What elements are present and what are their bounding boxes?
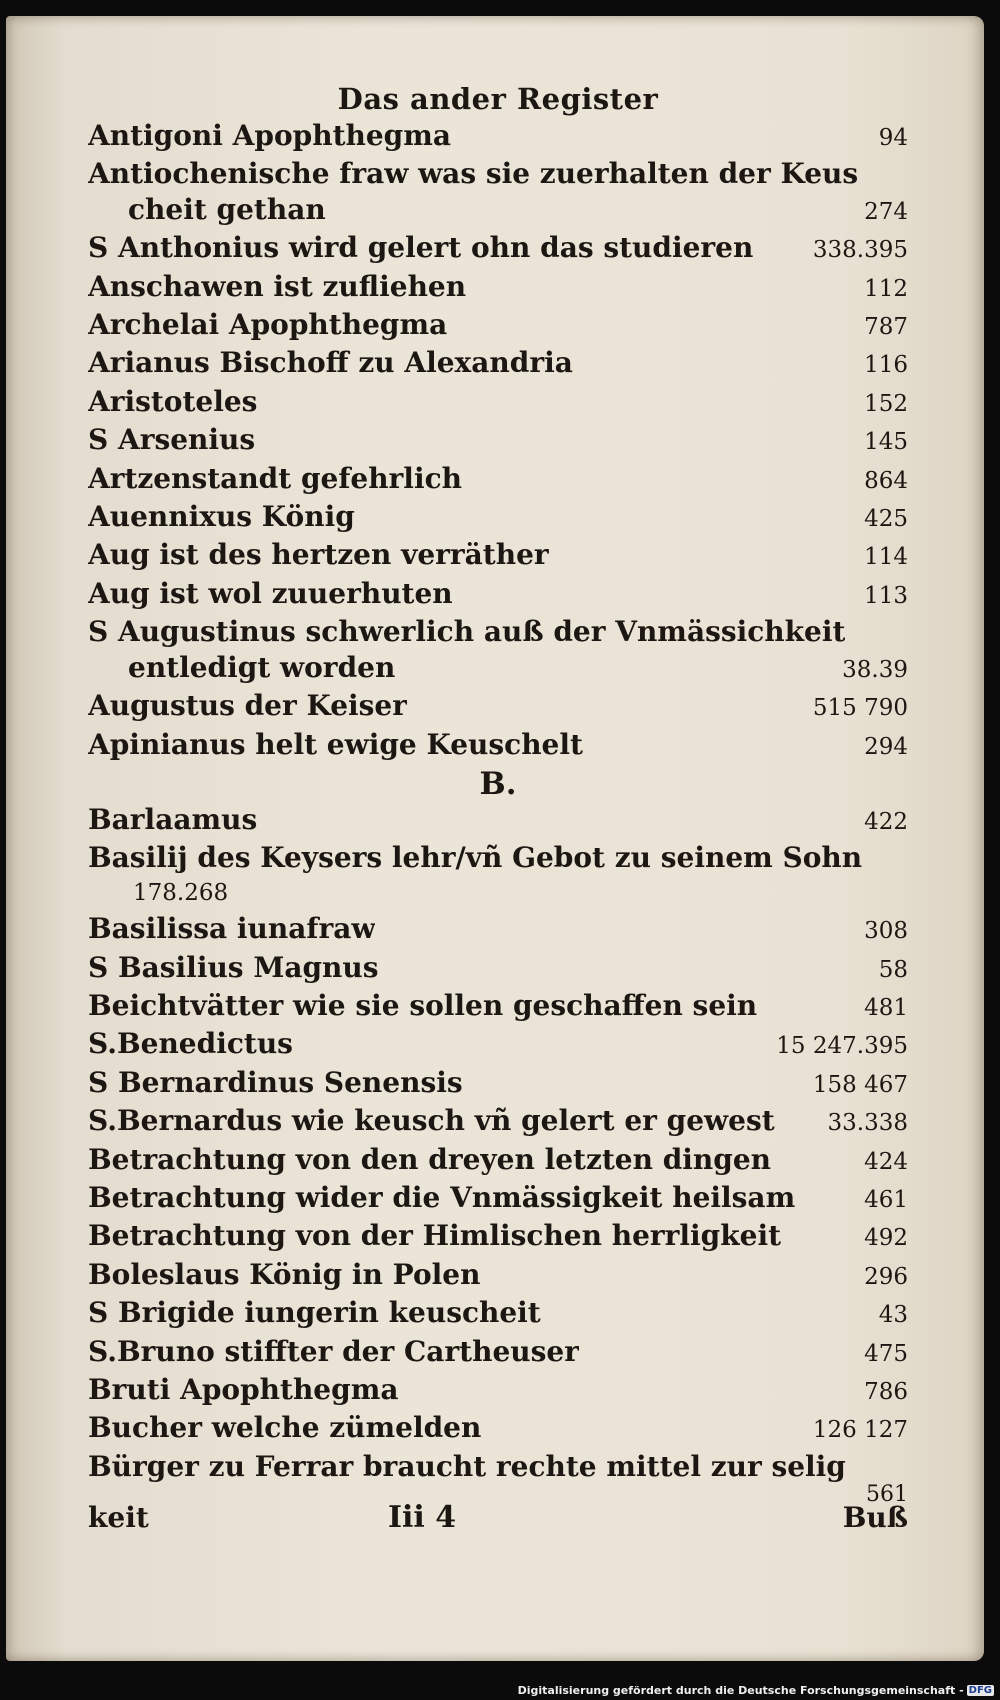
entry-text: S Augustinus schwerlich auß der Vnmässichkeit xyxy=(88,615,846,649)
entry-page: 425 xyxy=(864,506,908,533)
entry-text: Betrachtung von den dreyen letzten dingen xyxy=(88,1142,772,1176)
entry-text: Auennixus König xyxy=(88,500,355,534)
entry-text: Anschawen ist zufliehen xyxy=(88,269,467,303)
register-entry xyxy=(88,156,908,191)
entry-text: Boleslaus König in Polen xyxy=(88,1257,481,1291)
register-entry xyxy=(88,499,908,537)
entry-page: 38.39 xyxy=(842,656,908,683)
entry-page: 116 xyxy=(864,352,908,379)
entry-page: 481 xyxy=(864,994,908,1021)
entry-text: Betrachtung wider die Vnmässigkeit heilsam xyxy=(88,1180,796,1214)
entry-text: Barlaamus xyxy=(88,802,258,836)
book-page xyxy=(6,16,984,1661)
footer-page-ref: 561 xyxy=(866,1482,908,1508)
entry-text: Augustus der Keiser xyxy=(88,689,407,723)
dfg-logo-icon: DFG xyxy=(968,1685,992,1696)
entry-text: S Brigide iungerin keuscheit xyxy=(88,1296,541,1330)
register-entry xyxy=(88,1372,908,1410)
entry-page: 43 xyxy=(878,1302,908,1329)
entry-page: 294 xyxy=(864,733,908,760)
entry-text: S.Benedictus xyxy=(88,1027,293,1061)
entry-page: 178.268 xyxy=(133,879,229,906)
register-entry xyxy=(88,307,908,345)
entry-page: 94 xyxy=(878,125,908,151)
register-entry xyxy=(88,422,908,460)
register-entry xyxy=(88,576,908,614)
entry-text: Archelai Apophthegma xyxy=(88,308,448,342)
register-entry xyxy=(88,192,908,230)
page-footer xyxy=(88,1500,908,1536)
entry-text: S.Bruno stiffter der Cartheuser xyxy=(88,1334,579,1368)
section-letter-b: B. xyxy=(479,765,517,802)
entry-page: 461 xyxy=(864,1186,908,1213)
entry-text: Antigoni Apophthegma xyxy=(88,119,452,152)
register-entry xyxy=(88,1142,908,1180)
register-entry xyxy=(88,950,908,988)
entry-text: cheit gethan xyxy=(128,192,326,226)
entry-text: Bürger zu Ferrar braucht rechte mittel zur selig xyxy=(88,1449,846,1483)
register-entry xyxy=(88,1026,908,1064)
entry-page: 422 xyxy=(864,808,908,835)
register-entry xyxy=(88,911,908,949)
entry-text: Basilij des Keysers lehr/vñ Gebot zu seinem Sohn xyxy=(88,841,863,875)
register-entry xyxy=(88,688,908,726)
entry-page: 274 xyxy=(864,198,908,225)
entry-text: S Bernardinus Senensis xyxy=(88,1065,463,1099)
register-entry xyxy=(88,269,908,307)
entry-text: entledigt worden xyxy=(128,650,396,684)
entry-text: Arianus Bischoff zu Alexandria xyxy=(88,346,573,380)
register-entry xyxy=(88,802,908,840)
entry-page: 424 xyxy=(864,1148,908,1175)
register-entry xyxy=(88,1257,908,1295)
entry-text: Apinianus helt ewige Keuschelt xyxy=(88,727,583,761)
entry-text: Bucher welche zümelden xyxy=(88,1411,482,1445)
entry-text: Artzenstandt gefehrlich xyxy=(88,461,462,495)
entry-text: S Basilius Magnus xyxy=(88,950,379,984)
entry-page: 158 467 xyxy=(812,1071,908,1098)
digitization-note: Digitalisierung gefördert durch die Deutsche Forschungsgemeinschaft - xyxy=(517,1684,964,1697)
entry-text: S Arsenius xyxy=(88,423,256,457)
register-entry xyxy=(88,230,908,268)
entry-page: 338.395 xyxy=(812,237,908,264)
entry-text: S.Bernardus wie keusch vñ gelert er gewest xyxy=(88,1104,775,1138)
register-entry xyxy=(88,1218,908,1256)
continuation-text: keit xyxy=(88,1501,149,1535)
entry-text: Basilissa iunafraw xyxy=(88,912,376,946)
entry-page: 787 xyxy=(864,314,908,341)
register-entry xyxy=(88,1449,908,1484)
register-entry xyxy=(88,1334,908,1372)
entry-text: Bruti Apophthegma xyxy=(88,1373,399,1406)
register-entry xyxy=(88,118,908,156)
register-page xyxy=(88,82,908,1536)
register-entry xyxy=(88,650,908,688)
entry-text: Betrachtung von der Himlischen herrligkeit xyxy=(88,1219,782,1253)
entry-page: 114 xyxy=(864,544,908,571)
entry-page: 33.338 xyxy=(827,1110,908,1137)
entry-page: 475 xyxy=(864,1340,908,1367)
entry-page: 58 xyxy=(878,956,908,983)
register-entry xyxy=(88,988,908,1026)
entry-page: 308 xyxy=(864,918,908,945)
entry-text: Aug ist wol zuuerhuten xyxy=(88,576,453,610)
entry-page: 515 790 xyxy=(812,695,908,722)
entry-text: Antiochenische fraw was sie zuerhalten der Keus xyxy=(88,157,859,191)
entry-page: 15 247.395 xyxy=(776,1033,908,1060)
entry-page: 492 xyxy=(864,1225,908,1252)
register-entry xyxy=(88,1295,908,1333)
register-list-a xyxy=(88,118,908,765)
running-head: Das ander Register xyxy=(337,82,659,116)
entry-page: 145 xyxy=(864,429,908,456)
entry-text: Beichtvätter wie sie sollen geschaffen sein xyxy=(88,988,758,1022)
register-entry xyxy=(88,537,908,575)
register-entry xyxy=(88,1410,908,1448)
register-entry xyxy=(88,840,908,875)
entry-page: 126 127 xyxy=(812,1417,908,1444)
register-entry xyxy=(88,876,908,911)
entry-page: 112 xyxy=(864,275,908,302)
register-entry xyxy=(88,1065,908,1103)
digitization-credit xyxy=(518,1684,994,1697)
catchword: Buß xyxy=(842,1501,908,1535)
register-entry xyxy=(88,345,908,383)
register-entry xyxy=(88,727,908,765)
entry-text: Aristoteles xyxy=(88,384,258,418)
register-entry xyxy=(88,614,908,649)
entry-page: 864 xyxy=(864,467,908,494)
entry-text: S Anthonius wird gelert ohn das studieren xyxy=(88,231,754,265)
entry-text: Aug ist des hertzen verräther xyxy=(88,538,549,572)
entry-page: 152 xyxy=(864,390,908,417)
entry-page: 113 xyxy=(864,582,908,609)
signature-mark: Iii 4 xyxy=(388,1500,457,1536)
register-entry xyxy=(88,1103,908,1141)
register-list-b xyxy=(88,802,908,1484)
entry-page: 296 xyxy=(864,1263,908,1290)
register-entry xyxy=(88,461,908,499)
entry-page: 786 xyxy=(864,1379,908,1405)
register-entry xyxy=(88,1180,908,1218)
register-entry xyxy=(88,384,908,422)
